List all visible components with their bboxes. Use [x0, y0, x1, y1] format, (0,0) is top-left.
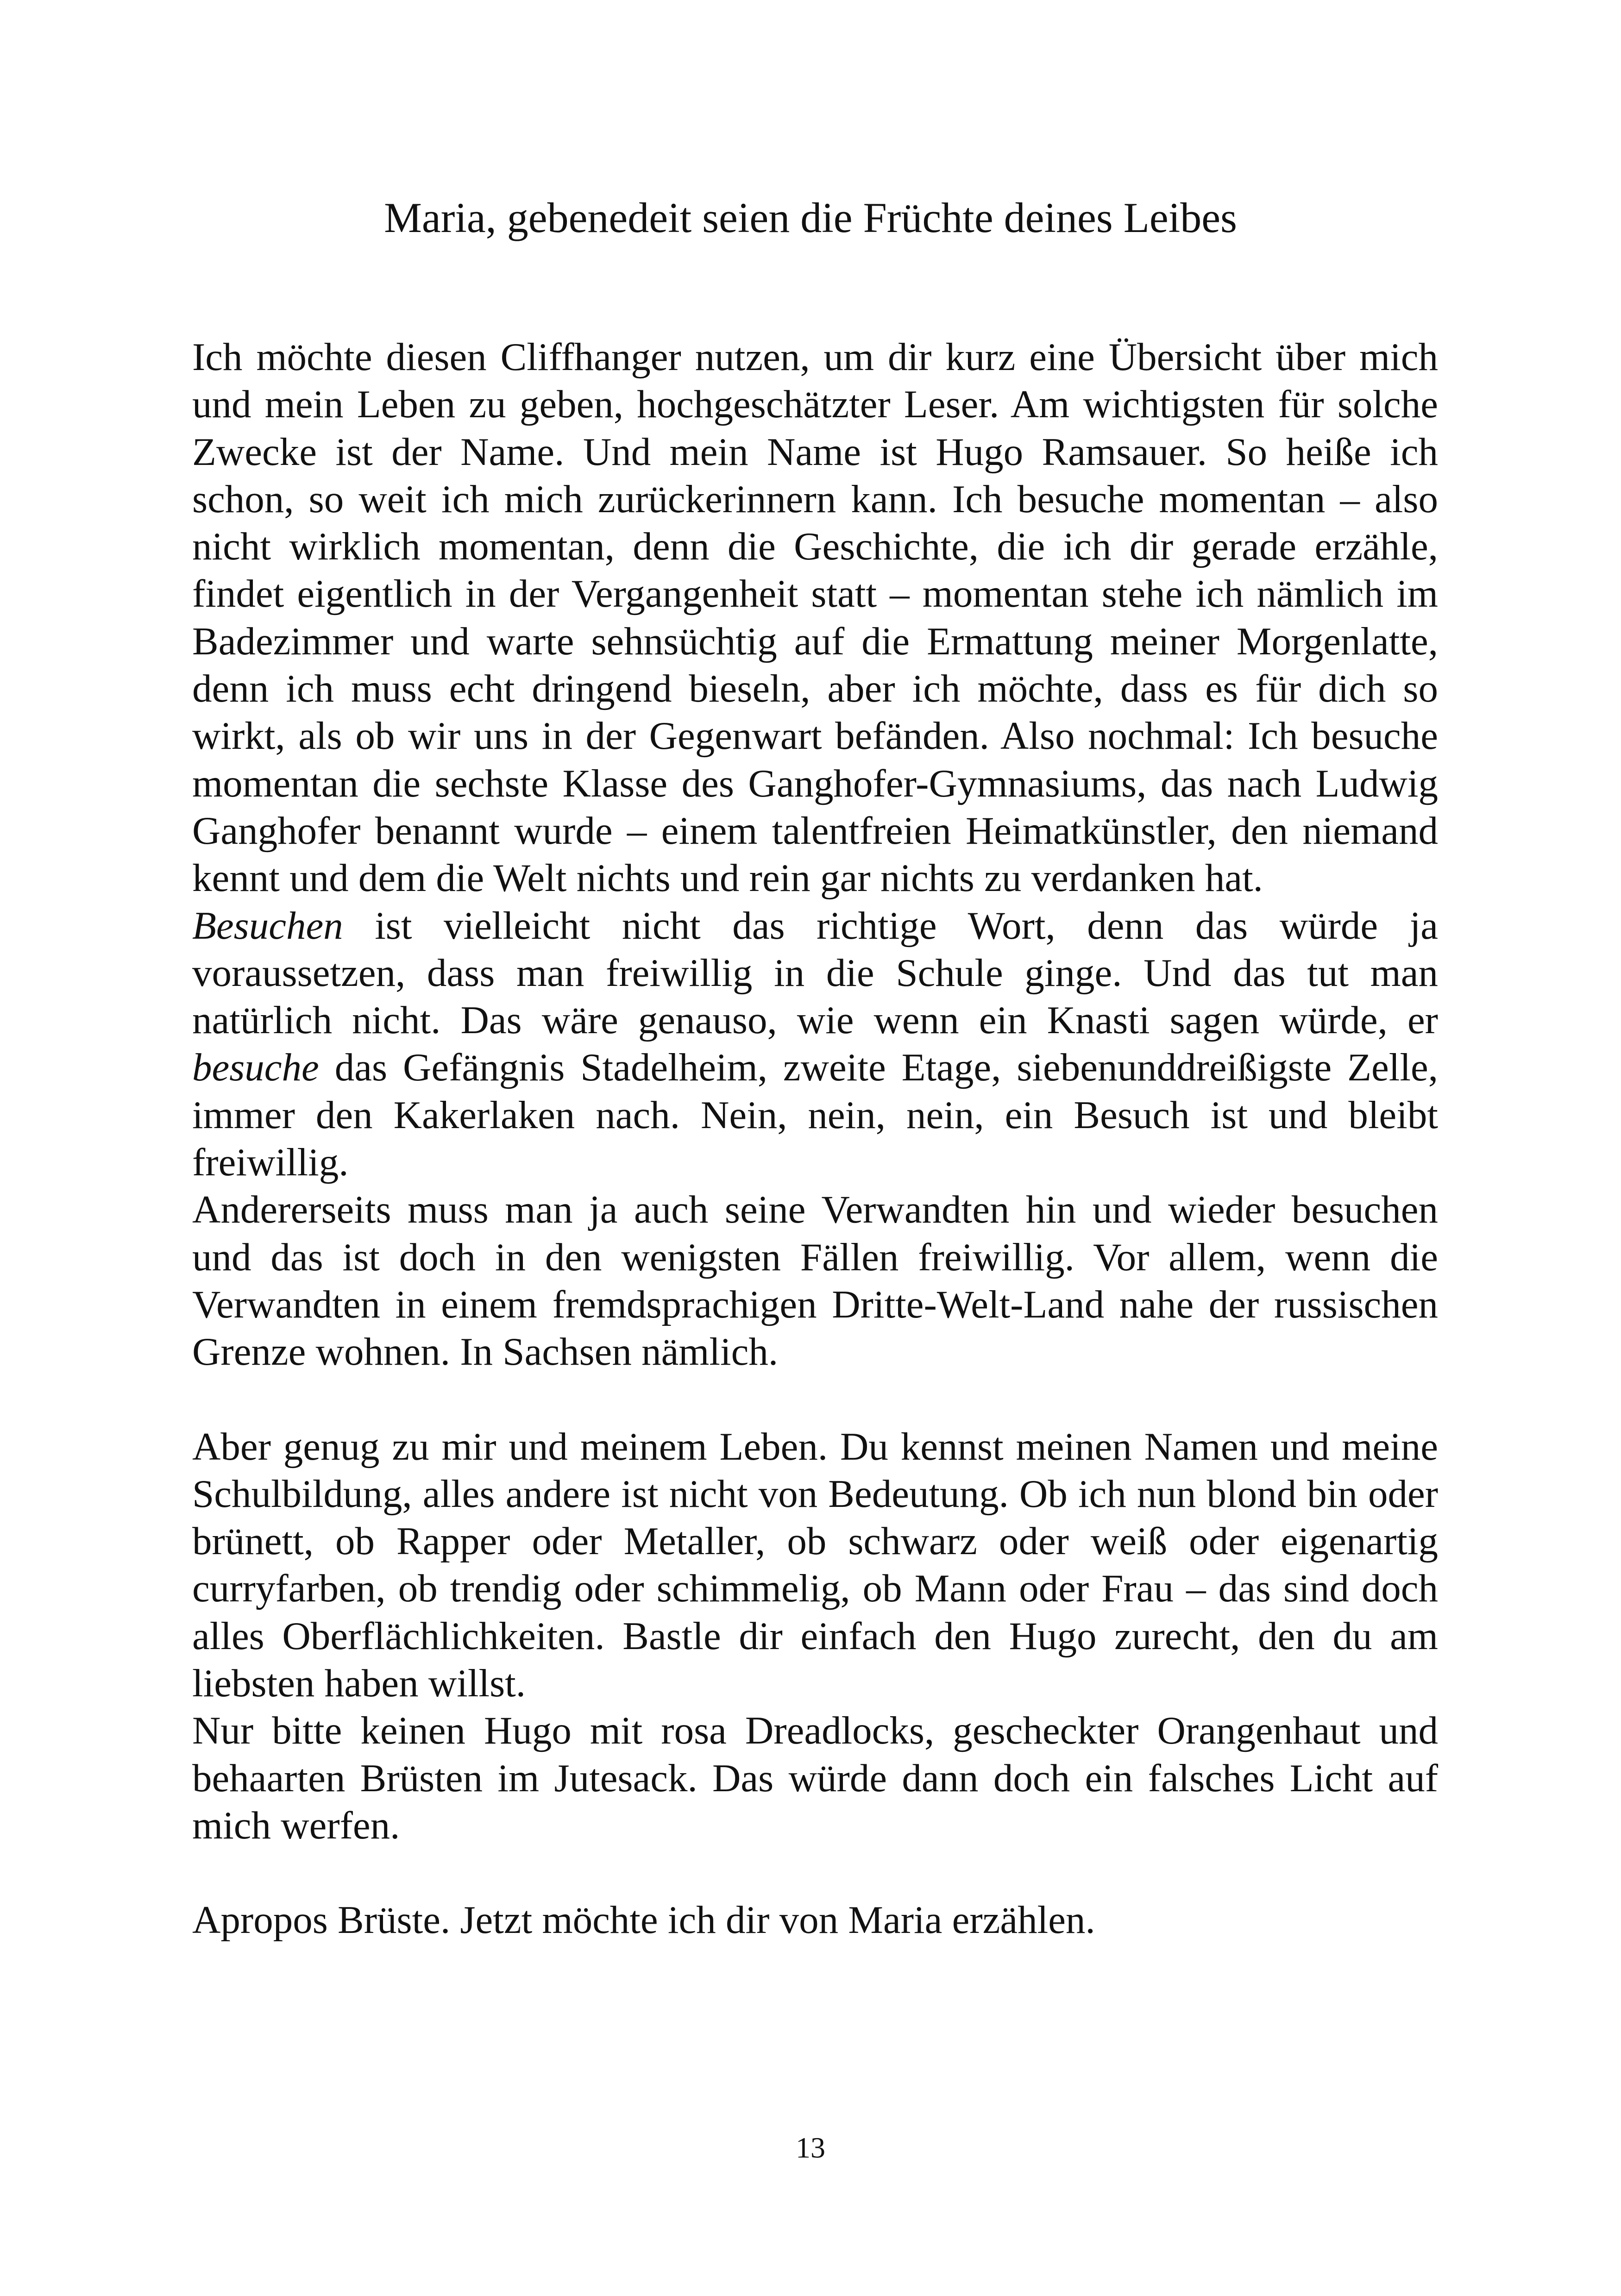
paragraph-6: Apropos Brüste. Jetzt möchte ich dir von Maria erzählen. — [192, 1898, 1095, 1942]
chapter-body — [192, 333, 1438, 1944]
paragraph-5: Nur bitte keinen Hugo mit rosa Dreadlocks, gescheckter Orangenhaut und behaarten Brüsten im Jutesack. Das würde dann doch ein falsches Licht auf mich werfen. — [192, 1709, 1438, 1847]
paragraph-2-text-b: das Gefängnis Stadelheim, zweite Etage, siebenunddreißigste Zelle, immer den Kakerlaken nach. Nein, nein, nein, ein Besuch ist und bleibt freiwillig. — [192, 1046, 1438, 1185]
paragraph-3: Andererseits muss man ja auch seine Verwandten hin und wieder besuchen und das ist doch in den wenigsten Fällen freiwillig. Vor allem, wenn die Verwandten in einem fremdsprachigen Dritte-Welt-Land nahe der russischen Grenze wohnen. In Sachsen nämlich. — [192, 1188, 1438, 1374]
paragraph-spacer — [192, 1376, 1438, 1423]
chapter-title: Maria, gebenedeit seien die Früchte deines Leibes — [384, 194, 1237, 241]
paragraph-2-text-a: ist vielleicht nicht das richtige Wort, denn das würde ja voraussetzen, dass man freiwillig in die Schule ginge. Und das tut man natürlich nicht. Das wäre genauso, wie wenn ein Knasti sagen würde, er — [192, 903, 1438, 1042]
paragraph-1: Ich möchte diesen Cliffhanger nutzen, um dir kurz eine Übersicht über mich und mein Leben zu geben, hochgeschätzter Leser. Am wichtigsten für solche Zwecke ist der Name. Und mein Name ist Hugo Ramsauer. So heiße ich schon, so weit ich mich zurückerinnern kann. Ich besuche momentan – also nicht wirklich momentan, denn die Geschichte, die ich dir gerade erzähle, findet eigentlich in der Vergangenheit statt – momentan stehe ich nämlich im Badezimmer und warte sehnsüchtig auf die Ermattung meiner Morgenlatte, denn ich muss echt dringend bieseln, aber ich möchte, dass es für dich so wirkt, als ob wir uns in der Gegenwart befänden. Also nochmal: Ich besuche momentan die sechste Klasse des Ganghofer-Gymnasiums, das nach Ludwig Ganghofer benannt wurde – einem talentfreien Heimatkünstler, den niemand kennt und dem die Welt nichts und rein gar nichts zu verdanken hat. — [192, 335, 1438, 900]
italic-word-besuche: besuche — [192, 1046, 319, 1090]
paragraph-4: Aber genug zu mir und meinem Leben. Du kennst meinen Namen und meine Schulbildung, alles andere ist nicht von Bedeutung. Ob ich nun blond bin oder brünett, ob Rapper oder Metaller, ob schwarz oder weiß oder eigenartig curryfarben, ob trendig oder schimmelig, ob Mann oder Frau – das sind doch alles Oberflächlichkeiten. Bastle dir einfach den Hugo zurecht, den du am liebsten haben willst. — [192, 1424, 1438, 1706]
italic-word-besuchen: Besuchen — [192, 903, 343, 947]
page-number: 13 — [796, 2131, 825, 2164]
paragraph-2 — [192, 902, 1438, 1186]
paragraph-spacer — [192, 1849, 1438, 1896]
